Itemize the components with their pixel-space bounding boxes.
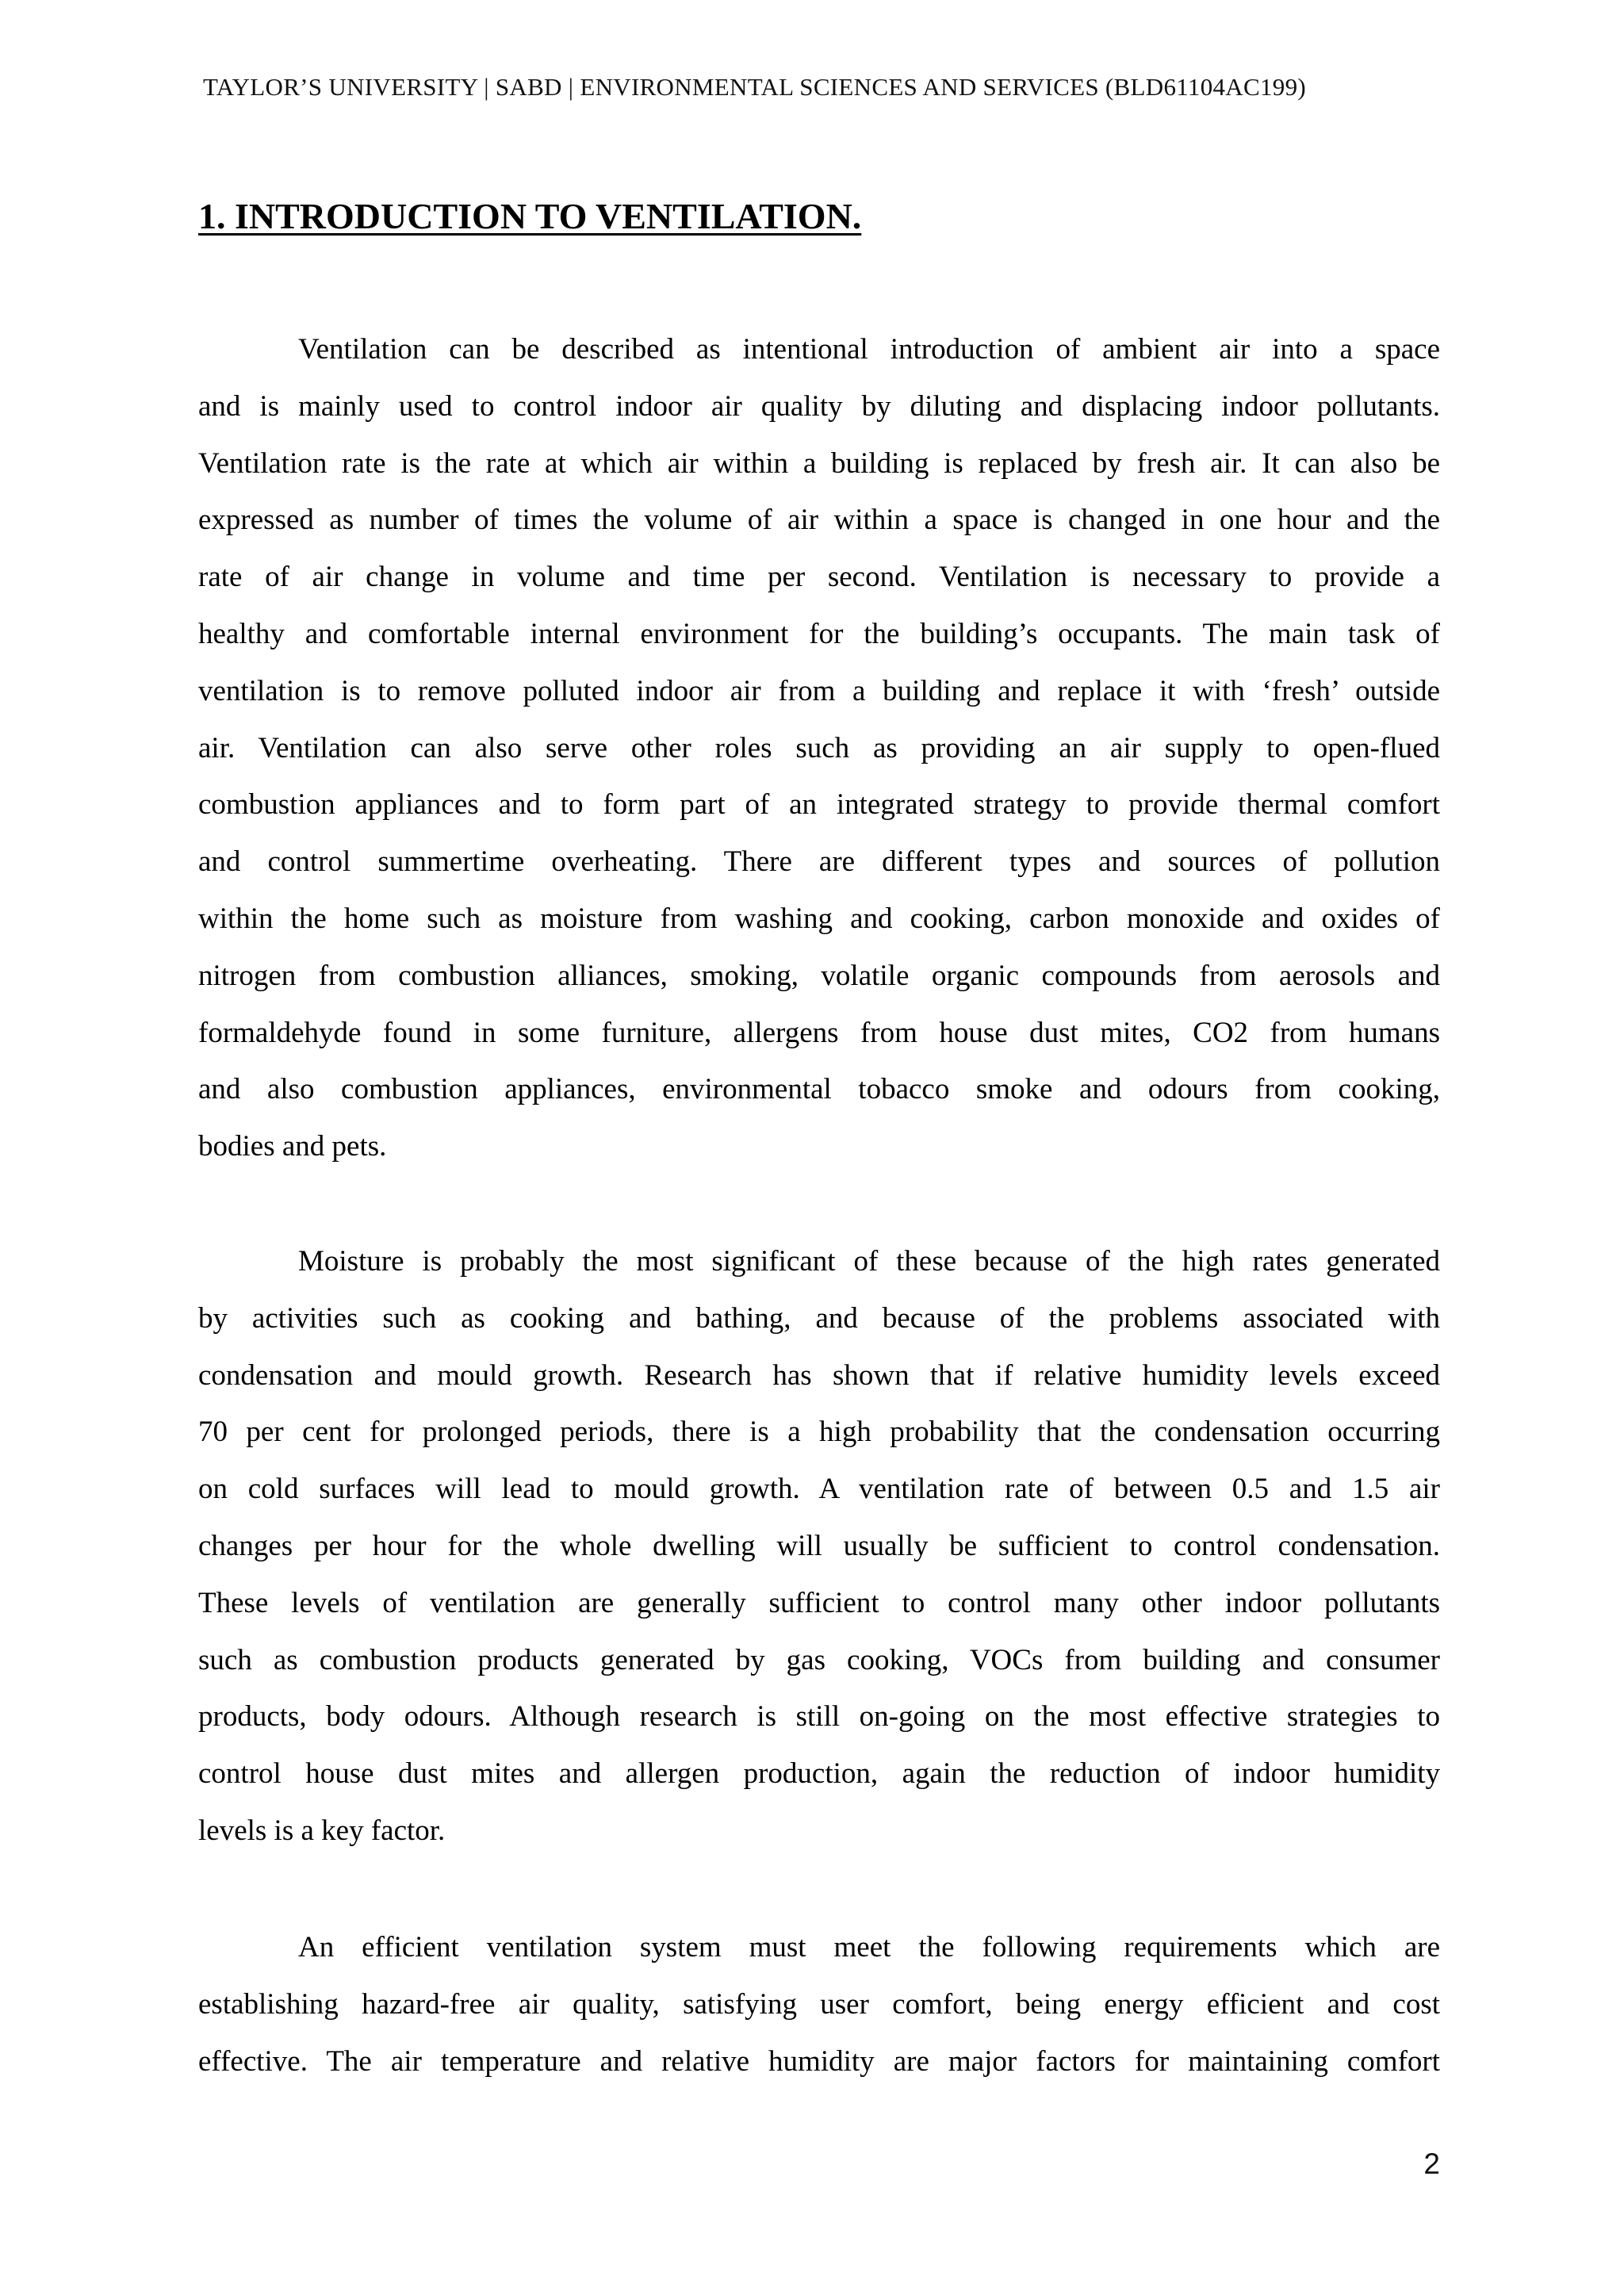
paragraph-line: ventilation is to remove polluted indoor air from a building and replace it with ‘fresh’ outside [198,674,1440,707]
paragraph-line: and is mainly used to control indoor air quality by diluting and displacing indoor pollutants. [198,389,1440,423]
paragraph-3 [198,1919,1440,2090]
paragraph-line: establishing hazard-free air quality, satisfying user comfort, being energy efficient and cost [198,1987,1440,2021]
paragraph-line: Ventilation rate is the rate at which air within a building is replaced by fresh air. It can also be [198,446,1440,480]
paragraph-line: nitrogen from combustion alliances, smoking, volatile organic compounds from aerosols and [198,959,1440,992]
paragraph-line: and also combustion appliances, environmental tobacco smoke and odours from cooking, [198,1073,1440,1106]
paragraph-line: rate of air change in volume and time per second. Ventilation is necessary to provide a [198,561,1440,594]
paragraph-1 [198,321,1440,1175]
paragraph-line: products, body odours. Although research is still on-going on the most effective strategies to [198,1700,1440,1734]
paragraph-line: condensation and mould growth. Research has shown that if relative humidity levels exceed [198,1358,1440,1392]
paragraph-line: formaldehyde found in some furniture, allergens from house dust mites, CO2 from humans [198,1016,1440,1049]
paragraph-line: control house dust mites and allergen production, again the reduction of indoor humidity [198,1757,1440,1791]
paragraph-line: within the home such as moisture from washing and cooking, carbon monoxide and oxides of [198,902,1440,935]
paragraph-line: changes per hour for the whole dwelling will usually be sufficient to control condensation. [198,1529,1440,1562]
paragraph-line: healthy and comfortable internal environment for the building’s occupants. The main task of [198,617,1440,650]
paragraph-line: These levels of ventilation are generally sufficient to control many other indoor pollutants [198,1586,1440,1619]
paragraph-line: levels is a key factor. [198,1814,446,1847]
paragraph-line: bodies and pets. [198,1130,387,1163]
paragraph-line: expressed as number of times the volume of air within a space is changed in one hour and the [198,504,1440,537]
paragraph-line: Ventilation can be described as intentional introduction of ambient air into a space [298,333,1440,366]
paragraph-2 [198,1233,1440,1860]
paragraph-line: combustion appliances and to form part of an integrated strategy to provide thermal comfort [198,788,1440,822]
paragraph-line: and control summertime overheating. There are different types and sources of pollution [198,845,1440,879]
running-header: TAYLOR’S UNIVERSITY | SABD | ENVIRONMENTAL SCIENCES AND SERVICES (BLD61104AC199) [203,73,1306,101]
paragraph-line: on cold surfaces will lead to mould growth. A ventilation rate of between 0.5 and 1.5 air [198,1473,1440,1506]
section-title: 1. INTRODUCTION TO VENTILATION. [198,196,862,236]
page-number: 2 [1423,2147,1440,2180]
paragraph-line: such as combustion products generated by gas cooking, VOCs from building and consumer [198,1643,1440,1676]
paragraph-line: An efficient ventilation system must meet the following requirements which are [298,1931,1440,1964]
paragraph-line: 70 per cent for prolonged periods, there is a high probability that the condensation occurring [198,1416,1440,1449]
paragraph-line: Moisture is probably the most significant of these because of the high rates generated [298,1245,1440,1278]
paragraph-line: by activities such as cooking and bathing, and because of the problems associated with [198,1301,1440,1335]
paragraph-line: air. Ventilation can also serve other roles such as providing an air supply to open-flued [198,731,1440,764]
paragraph-line: effective. The air temperature and relative humidity are major factors for maintaining comfort [198,2044,1440,2078]
